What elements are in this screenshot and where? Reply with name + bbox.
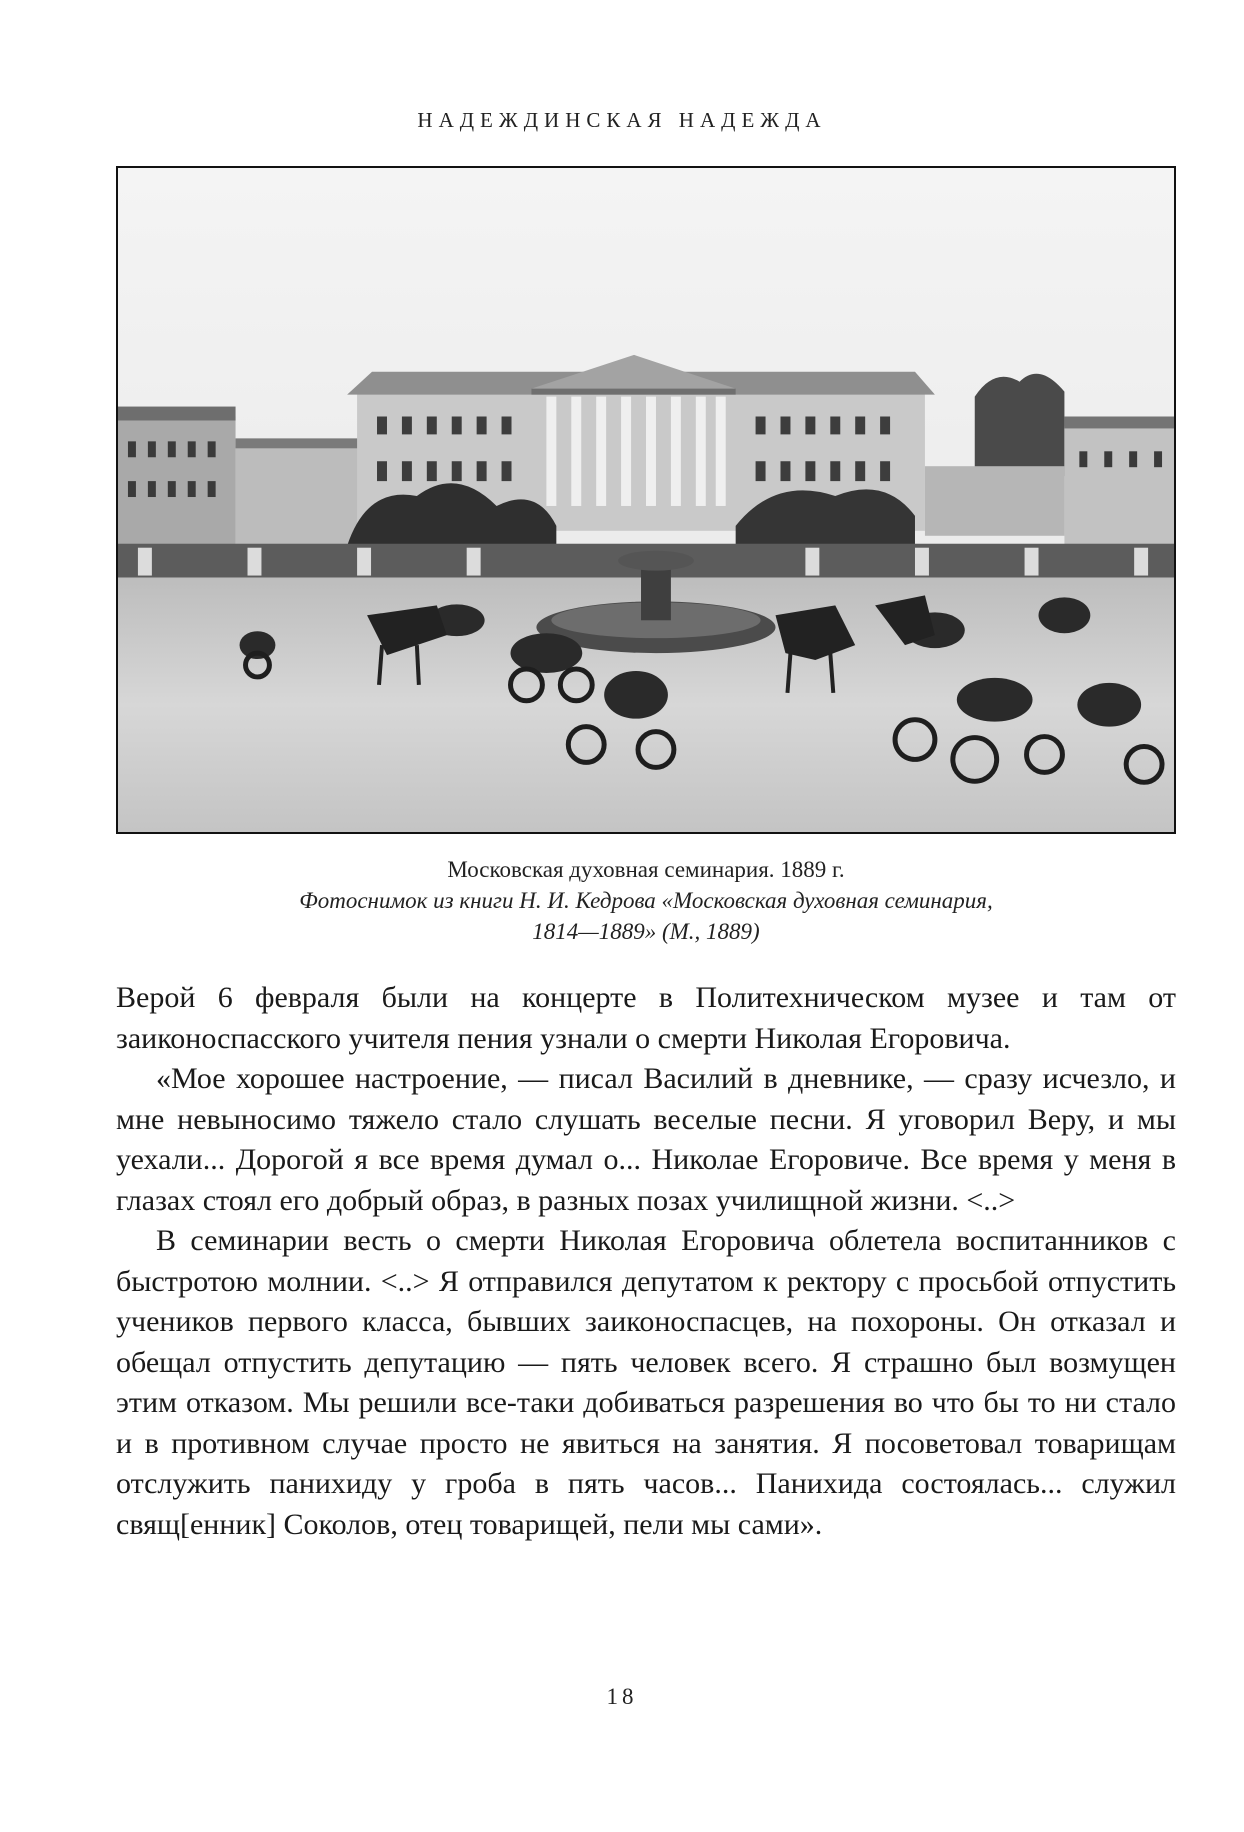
paragraph-1: Верой 6 февраля были на концерте в Политехническом музее и там от заиконоспасского учителя пения узнали о смерти Николая Егоровича. [116,981,1176,1055]
paragraph-3: В семинарии весть о смерти Николая Егоровича облетела воспитанников с быстротою молнии. <..> Я отправился депутатом к ректору с просьбой отпустить учеников первого класса, бывших заиконоспасцев, на похороны. Он отказал и обещал отпустить депутацию — пять человек всего. Я страшно был возмущен этим отказом. Мы решили все-таки добиваться разрешения во что бы то ни стало и в противном случае просто не явиться на занятия. Я посоветовал товарищам отслужить панихиду у гроба в пять часов... Панихида состоялась... служил свящ[енник] Соколов, отец товарищей, пели мы сами». [116,1224,1176,1541]
figure-caption [116,854,1176,947]
body-text [116,978,1176,1545]
page-number: 18 [606,1684,638,1709]
caption-credit-line-1: Фотоснимок из книги Н. И. Кедрова «Московская духовная семинария, [299,888,993,913]
caption-title: Московская духовная семинария. 1889 г. [447,857,845,882]
historical-photograph [116,166,1176,834]
running-header: НАДЕЖДИНСКАЯ НАДЕЖДА [417,108,827,132]
paragraph-2: «Мое хорошее настроение, — писал Василий в дневнике, — сразу исчезло, и мне невыносимо тяжело стало слушать веселые песни. Я уговорил Веру, и мы уехали... Дорогой я все время думал о... Николае Егоровиче. Все время у меня в глазах стоял его добрый образ, в разных позах училищной жизни. <..> [116,1062,1176,1217]
caption-credit-line-2: 1814—1889» (М., 1889) [532,919,760,944]
